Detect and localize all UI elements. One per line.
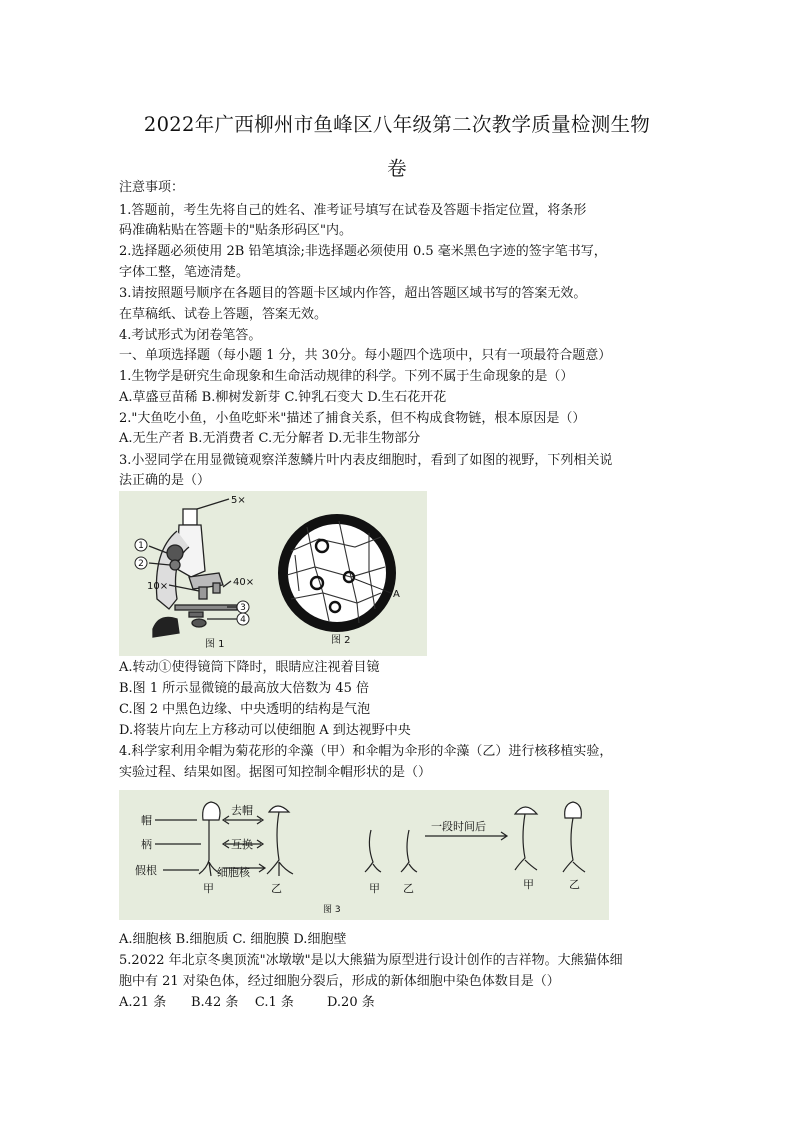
label-stalk: 柄 <box>141 838 152 851</box>
q4-stem-b: 实验过程、结果如图。据图可知控制伞帽形状的是（） <box>119 765 432 780</box>
jia-label-3: 甲 <box>523 878 534 891</box>
note-1b: 码准确粘贴在答题卡的"贴条形码区"内。 <box>119 223 352 238</box>
section-heading: 一、单项选择题（每小题 1 分，共 30分。每小题四个选项中，只有一项最符合题意） <box>119 348 612 363</box>
yi-label-2: 乙 <box>403 882 414 895</box>
fig1-caption: 图 1 <box>205 639 225 650</box>
cell-a-label: A <box>393 589 400 600</box>
nucleus-label: 细胞核 <box>217 866 250 879</box>
part-label-1: 1 <box>138 541 144 551</box>
title-line-2: 卷 <box>387 157 407 180</box>
objective-low-label: 10× <box>147 581 169 592</box>
q5-stem-b: 胞中有 21 对染色体，经过细胞分裂后，形成的新体细胞中染色体数目是（） <box>119 974 560 989</box>
q3-option-c: C.图 2 中黑色边缘、中央透明的结构是气泡 <box>119 702 371 717</box>
q5-options: A.21 条 B.42 条 C.1 条 D.20 条 <box>119 995 375 1010</box>
q3-option-b: B.图 1 所示显微镜的最高放大倍数为 45 倍 <box>119 681 370 696</box>
exchange-label: 互换 <box>231 838 253 851</box>
q3-stem-b: 法正确的是（） <box>119 473 211 488</box>
note-3b: 在草稿纸、试卷上答题，答案无效。 <box>119 307 328 322</box>
q3-option-a: A.转动①使得镜筒下降时，眼睛应注视着目镜 <box>119 660 380 675</box>
microscope-drawing <box>149 499 237 637</box>
q1-options: A.草盛豆苗稀 B.柳树发新芽 C.钟乳石变大 D.生石花开花 <box>119 390 447 405</box>
q3-option-d: D.将装片向左上方移动可以使细胞 A 到达视野中央 <box>119 723 411 738</box>
note-4: 4.考试形式为闭卷笔答。 <box>119 328 262 343</box>
label-root: 假根 <box>135 864 157 877</box>
document-title <box>110 103 684 191</box>
notes-heading: 注意事项： <box>119 180 185 195</box>
q5-stem-a: 5.2022 年北京冬奥顶流"冰墩墩"是以大熊猫为原型进行设计创作的吉祥物。大熊猫体细 <box>119 953 623 968</box>
q2-stem: 2."大鱼吃小鱼，小鱼吃虾米"描述了捕食关系，但不构成食物链，根本原因是（） <box>119 411 586 426</box>
jia-label-1: 甲 <box>203 882 214 895</box>
fig3-caption: 图 3 <box>323 905 341 915</box>
title-line-1: 2022年广西柳州市鱼峰区八年级第二次教学质量检测生物 <box>143 113 651 136</box>
yi-label-1: 乙 <box>271 882 282 895</box>
q3-stem-a: 3.小翌同学在用显微镜观察洋葱鳞片叶内表皮细胞时，看到了如图的视野，下列相关说 <box>119 453 613 468</box>
field-of-view <box>283 519 391 627</box>
note-1a: 1.答题前，考生先将自己的姓名、准考证号填写在试卷及答题卡指定位置，将条形 <box>119 203 587 218</box>
yi-label-3: 乙 <box>569 878 580 891</box>
time-label: 一段时间后 <box>431 820 486 833</box>
part-label-2: 2 <box>138 559 144 569</box>
figure-acetabularia <box>119 790 609 920</box>
eyepiece-label: 5× <box>231 495 246 506</box>
remove-cap-label: 去帽 <box>231 804 253 817</box>
note-2b: 字体工整，笔迹清楚。 <box>119 265 250 280</box>
jia-label-2: 甲 <box>369 882 380 895</box>
q4-stem-a: 4.科学家利用伞帽为菊花形的伞藻（甲）和伞帽为伞形的伞藻（乙）进行核移植实验， <box>119 744 613 759</box>
fig2-caption: 图 2 <box>331 635 351 646</box>
objective-high-label: 40× <box>233 577 255 588</box>
q1-stem: 1.生物学是研究生命现象和生命活动规律的科学。下列不属于生命现象的是（） <box>119 369 574 384</box>
figure-microscope <box>119 491 427 656</box>
label-cap: 帽 <box>141 814 152 827</box>
note-2a: 2.选择题必须使用 2B 铅笔填涂;非选择题必须使用 0.5 毫米黑色字迹的签字笔书写， <box>119 244 607 259</box>
part-label-4: 4 <box>240 615 246 625</box>
q2-options: A.无生产者 B.无消费者 C.无分解者 D.无非生物部分 <box>119 431 421 446</box>
part-label-3: 3 <box>240 603 246 613</box>
q4-options: A.细胞核 B.细胞质 C. 细胞膜 D.细胞壁 <box>119 932 347 947</box>
algae-drawings <box>155 802 585 876</box>
note-3a: 3.请按照题号顺序在各题目的答题卡区域内作答，超出答题区域书写的答案无效。 <box>119 286 587 301</box>
